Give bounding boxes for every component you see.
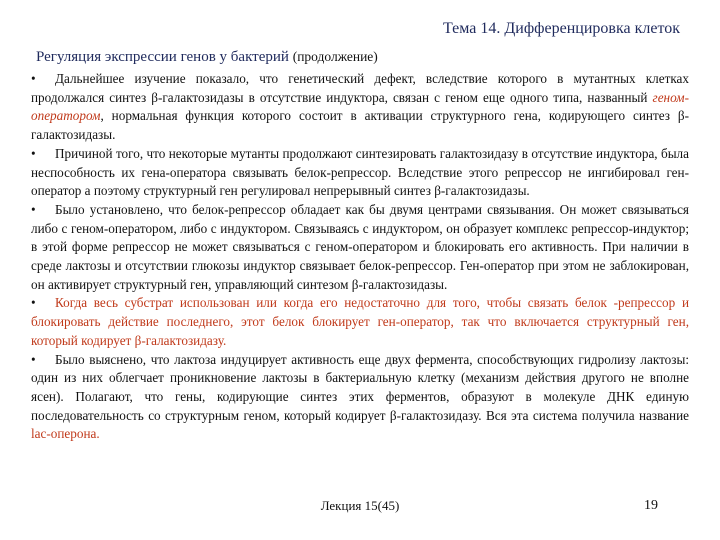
term-highlight: геном-оператором (31, 89, 689, 124)
term-highlight: lac-оперона. (31, 426, 100, 442)
paragraph-text: Причиной того, что некоторые мутанты продолжают синтезировать галактозидазу в отсутствие индуктора, была неспособность их гена-оператора связывать белок-репрессор. Вследствие этого репрессор не ингибировал ген-оператор а поэтому структурный ген регулировал непрерывный синтез β-галактозидазы. (31, 145, 689, 199)
paragraph-text: Когда весь субстрат использован или когда его недостаточно для того, чтобы связать белок -репрессор и блокировать действие последнего, этот белок блокирует ген-оператор, так что включается структурный ген, который кодирует β-галактозидазу. (31, 295, 689, 348)
paragraph-4 (31, 294, 689, 350)
slide-heading (36, 49, 378, 66)
paragraph-1 (31, 70, 689, 145)
paragraph-text: Дальнейшее изучение показало, что генетический дефект, вследствие которого в мутантных клетках продолжался синтез β-галактозидазы в отсутствие индуктора, связан с геном еще одного типа, названный (31, 71, 689, 105)
heading-text: Регуляция экспрессии генов у бактерий (36, 49, 289, 65)
paragraph-5 (31, 351, 689, 445)
paragraph-text: Было выяснено, что лактоза индуцирует активность еще двух фермента, способствующих гидролизу лактозы: один из них облегчает проникновение лактозы в бактериальную клетку (механизм действия другого не вполне ясен). Полагают, что гены, кодирующие синтез этих ферментов, образуют в молекуле ДНК единую последовательность со структурным геном, который кодирует β-галактозидазу. Вся эта система получила название (31, 351, 689, 423)
lecture-label: Лекция 15(45) (320, 498, 400, 513)
paragraph-text: , нормальная функция которого состоит в активации структурного гена, кодирующего синтез β-галактозидазы. (31, 108, 689, 143)
bullet: • (31, 145, 36, 161)
paragraph-3 (31, 201, 689, 295)
bullet: • (31, 351, 36, 367)
paragraph-text: Было установлено, что белок-репрессор обладает как бы двумя центрами связывания. Он может связываться либо с геном-оператором, либо с индуктором. Связываясь с индуктором, он образует комплекс репрессор-индуктор; в этой форме репрессор не может связываться с геном-оператором и блокировать его активность. При наличии в среде лактозы и отсутствии глюкозы индуктор связывает белок-репрессор. Ген-оператор при этом не заблокирован, он активирует структурный ген, управляющий синтезом β-галактозидазы. (31, 201, 689, 292)
paragraph-2 (31, 145, 689, 201)
topic-title: Тема 14. Дифференцировка клеток (443, 20, 680, 37)
bullet: • (31, 295, 36, 311)
slide-body (31, 70, 689, 444)
bullet: • (31, 201, 36, 217)
page-number: 19 (644, 498, 658, 513)
bullet: • (31, 71, 36, 86)
heading-continuation: (продолжение) (292, 49, 378, 64)
